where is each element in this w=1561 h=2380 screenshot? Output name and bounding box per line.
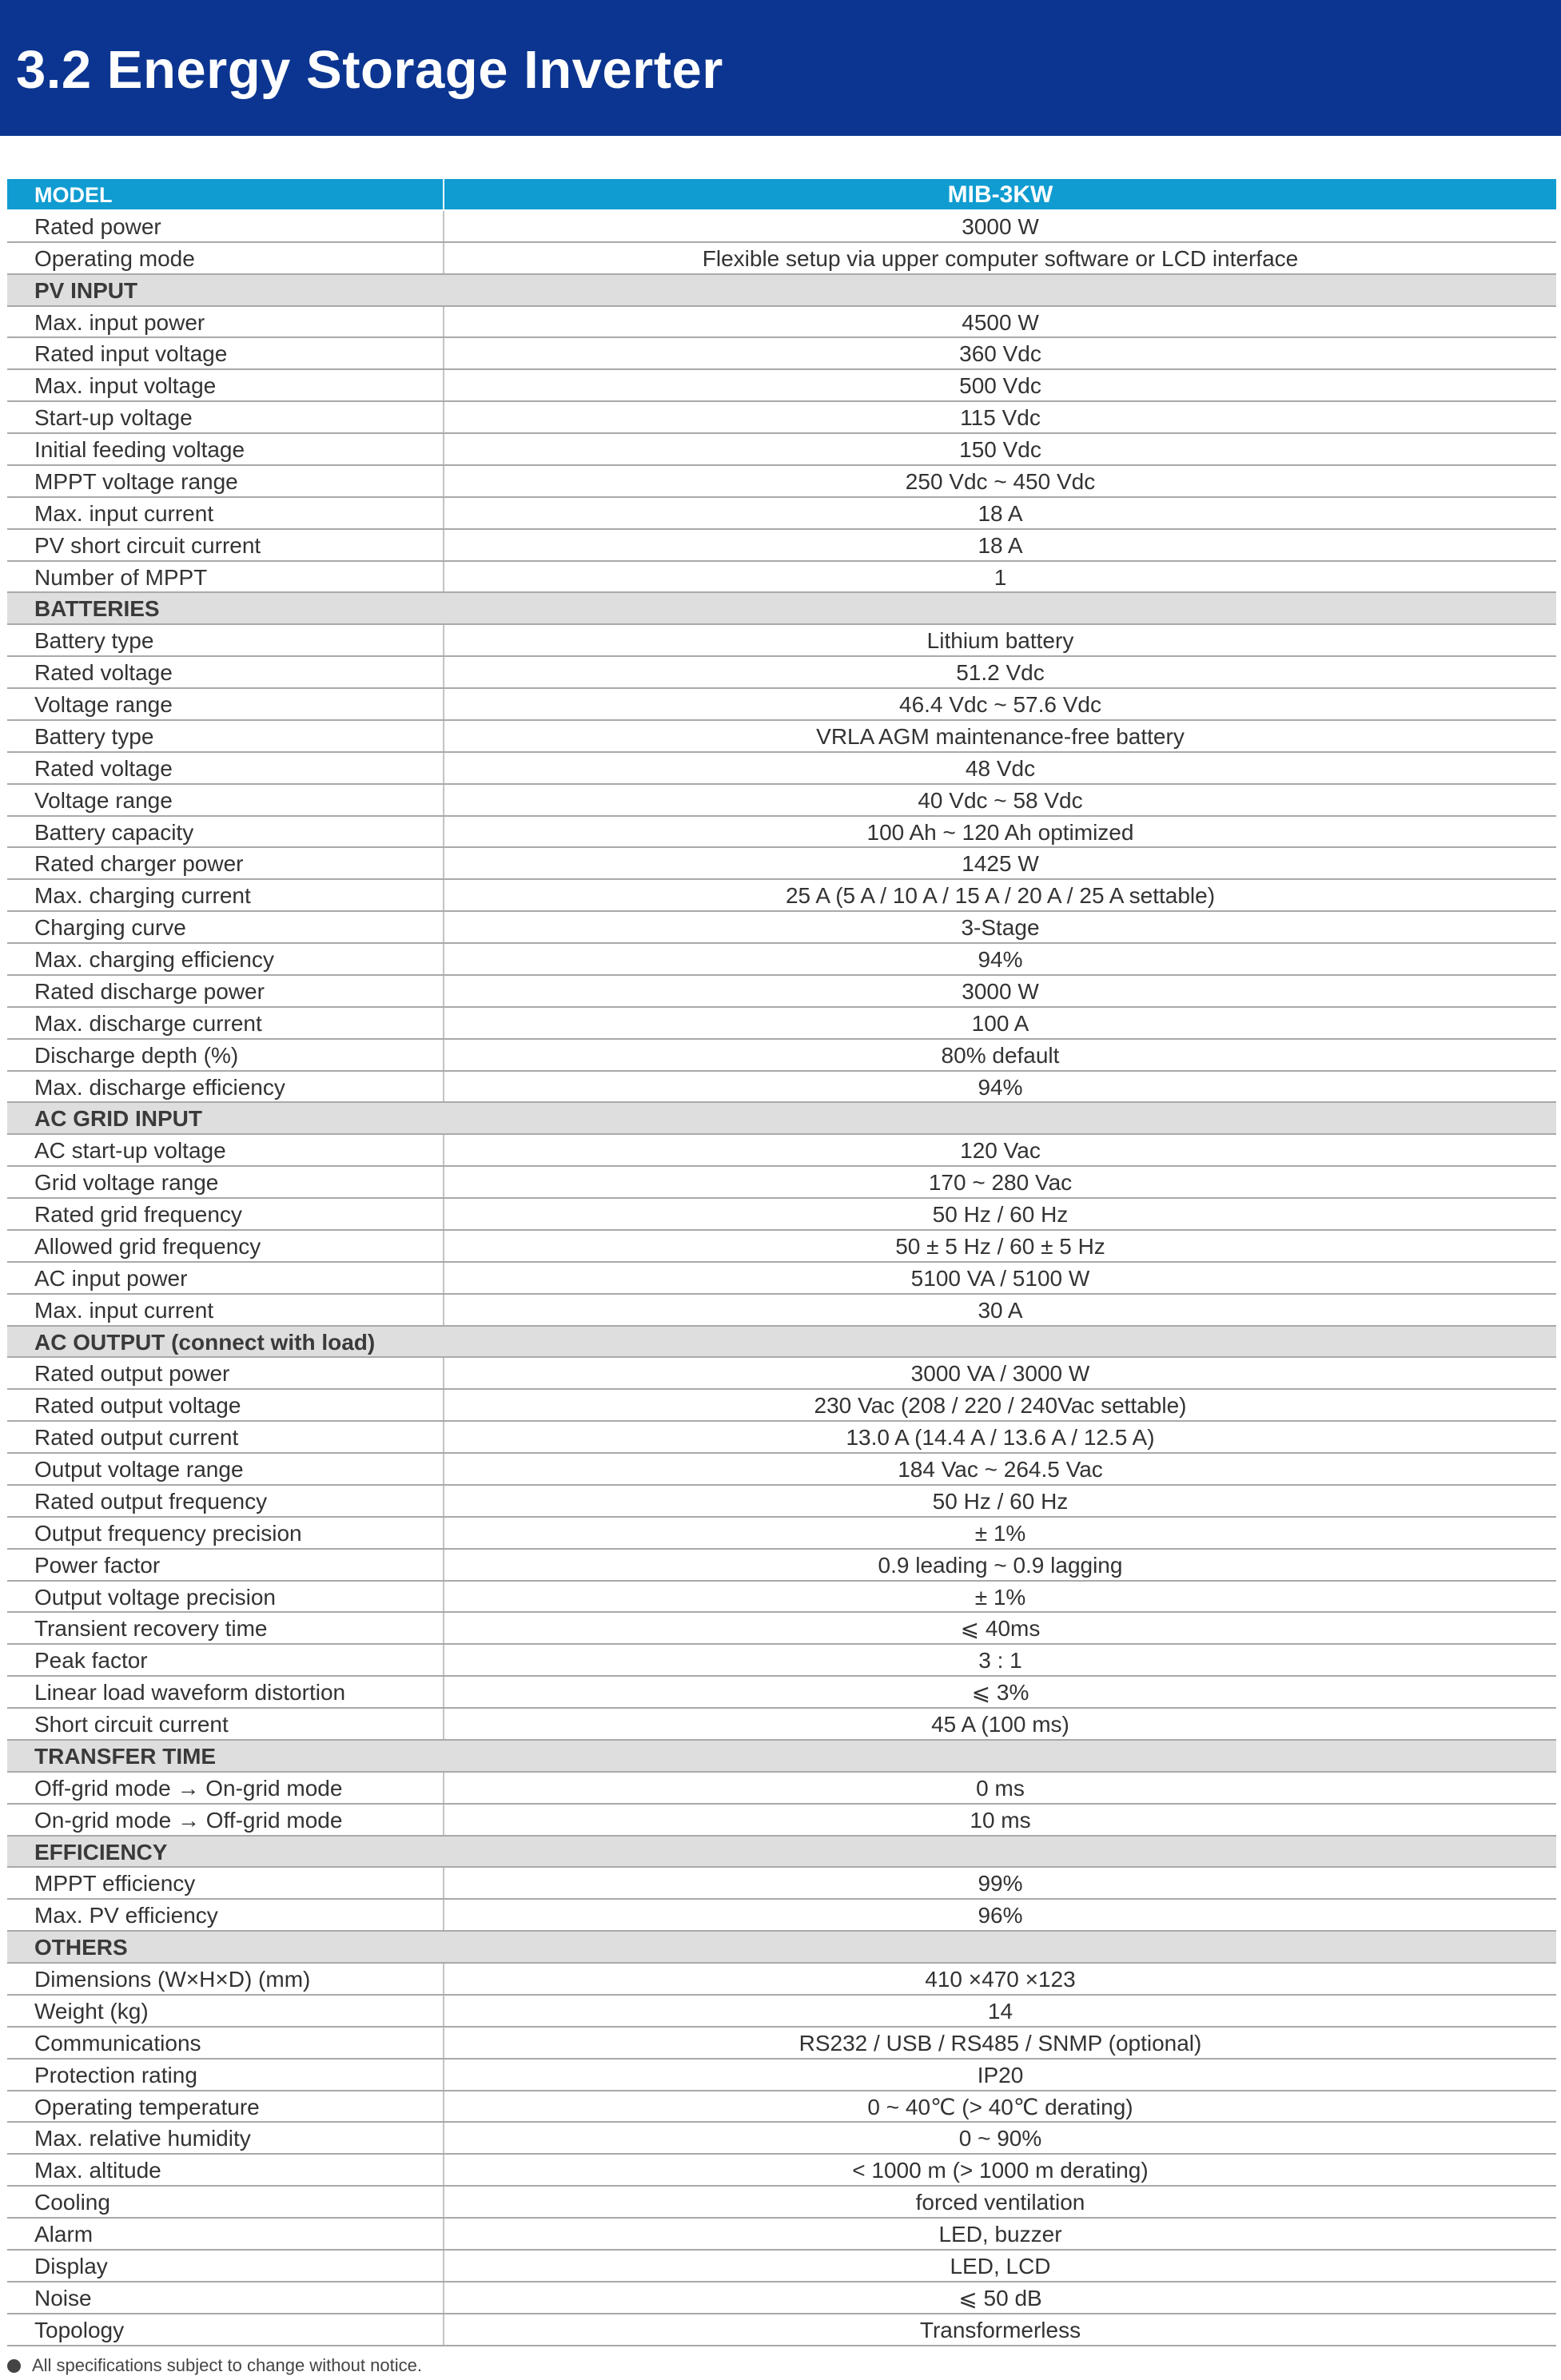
spec-label: Discharge depth (%) <box>7 1040 444 1070</box>
spec-label: Voltage range <box>7 785 444 815</box>
spec-label: MPPT efficiency <box>7 1868 444 1898</box>
spec-value: 3000 W <box>962 213 1039 239</box>
section-title: OTHERS <box>34 1935 128 1960</box>
spec-value: 40 Vdc ~ 58 Vdc <box>918 787 1083 813</box>
spec-label: Allowed grid frequency <box>7 1231 444 1261</box>
table-row <box>7 817 1556 849</box>
spec-label: MPPT voltage range <box>7 466 444 496</box>
spec-value: ⩽ 40ms <box>960 1616 1041 1642</box>
spec-label: Rated discharge power <box>7 976 444 1006</box>
section-header-row <box>7 1837 1556 1869</box>
table-row <box>7 976 1556 1008</box>
section-title: EFFICIENCY <box>34 1839 168 1865</box>
spec-value: ± 1% <box>974 1584 1026 1610</box>
spec-value: 500 Vdc <box>959 373 1041 399</box>
section-title: TRANSFER TIME <box>34 1743 217 1769</box>
spec-label: Transient recovery time <box>7 1613 444 1643</box>
table-row <box>7 689 1556 721</box>
spec-value: 50 Hz / 60 Hz <box>932 1202 1069 1227</box>
spec-value: VRLA AGM maintenance-free battery <box>816 723 1185 749</box>
spec-label: Rated output frequency <box>7 1486 444 1516</box>
spec-value: 50 Hz / 60 Hz <box>932 1488 1069 1514</box>
spec-label: Rated input voltage <box>7 338 444 368</box>
table-row <box>7 434 1556 466</box>
spec-value: 120 Vac <box>960 1138 1041 1164</box>
table-row <box>7 1900 1556 1932</box>
table-row <box>7 307 1556 339</box>
spec-label: Battery type <box>7 721 444 751</box>
spec-label: Off-grid mode → On-grid mode <box>7 1773 444 1803</box>
table-row <box>7 1964 1556 1996</box>
table-row <box>7 1040 1556 1072</box>
spec-label: AC input power <box>7 1263 444 1293</box>
spec-label: Voltage range <box>7 689 444 719</box>
table-row <box>7 466 1556 498</box>
spec-value: 80% default <box>941 1042 1060 1068</box>
table-row <box>7 1677 1556 1709</box>
spec-label: Max. charging current <box>7 880 444 910</box>
table-row <box>7 2123 1556 2155</box>
page-title: 3.2 Energy Storage Inverter <box>16 40 723 100</box>
table-row <box>7 657 1556 689</box>
spec-label: Max. input voltage <box>7 370 444 400</box>
table-row <box>7 880 1556 912</box>
spec-value: 94% <box>978 1074 1023 1100</box>
spec-label: Topology <box>7 2314 444 2345</box>
table-row <box>7 1008 1556 1040</box>
table-row <box>7 1773 1556 1805</box>
table-row <box>7 2028 1556 2060</box>
table-row <box>7 1613 1556 1645</box>
table-row <box>7 1231 1556 1263</box>
section-title: PV INPUT <box>34 277 138 303</box>
table-row <box>7 2187 1556 2219</box>
spec-label: Short circuit current <box>7 1709 444 1739</box>
spec-label: Dimensions (W×H×D) (mm) <box>7 1964 444 1994</box>
table-row <box>7 1518 1556 1550</box>
spec-value: Transformerless <box>919 2317 1081 2342</box>
spec-value: LED, buzzer <box>938 2222 1062 2247</box>
spec-label: Max. discharge current <box>7 1008 444 1038</box>
spec-value: 360 Vdc <box>959 341 1041 367</box>
spec-value: 48 Vdc <box>965 755 1036 781</box>
spec-value: 1 <box>994 564 1007 590</box>
spec-label: Noise <box>7 2282 444 2313</box>
table-row <box>7 338 1556 370</box>
spec-label: Protection rating <box>7 2060 444 2090</box>
spec-value: 18 A <box>978 532 1023 558</box>
spec-value: 99% <box>978 1871 1023 1896</box>
section-title: AC GRID INPUT <box>34 1106 202 1132</box>
spec-label: Max. altitude <box>7 2155 444 2185</box>
spec-value: 46.4 Vdc ~ 57.6 Vdc <box>899 692 1101 717</box>
table-row <box>7 1582 1556 1614</box>
table-row <box>7 1996 1556 2028</box>
table-row <box>7 1422 1556 1454</box>
spec-value: 150 Vdc <box>959 437 1041 462</box>
spec-value: 50 ± 5 Hz / 60 ± 5 Hz <box>895 1233 1105 1259</box>
spec-value: 0 ~ 40℃ (> 40℃ derating) <box>867 2094 1133 2119</box>
spec-label: Rated power <box>7 211 444 241</box>
spec-label: Display <box>7 2251 444 2281</box>
spec-label: Initial feeding voltage <box>7 434 444 464</box>
spec-value: IP20 <box>977 2062 1024 2087</box>
spec-value: 100 Ah ~ 120 Ah optimized <box>866 819 1134 845</box>
spec-label: Rated voltage <box>7 753 444 783</box>
table-row <box>7 402 1556 434</box>
spec-label: Max. input current <box>7 498 444 528</box>
table-row <box>7 944 1556 976</box>
bullet-icon <box>7 2359 21 2373</box>
spec-label: On-grid mode → Off-grid mode <box>7 1805 444 1835</box>
spec-value: 18 A <box>978 500 1023 526</box>
section-header-row <box>7 1741 1556 1773</box>
table-row <box>7 1263 1556 1295</box>
spec-value: 25 A (5 A / 10 A / 15 A / 20 A / 25 A settable) <box>785 883 1216 909</box>
table-row <box>7 1199 1556 1231</box>
spec-value: LED, LCD <box>950 2253 1051 2279</box>
spec-value: 230 Vac (208 / 220 / 240Vac settable) <box>814 1393 1187 1419</box>
table-row <box>7 211 1556 243</box>
spec-label: Max. relative humidity <box>7 2123 444 2153</box>
spec-value: 0 ms <box>976 1775 1025 1801</box>
spec-value: RS232 / USB / RS485 / SNMP (optional) <box>798 2030 1202 2056</box>
spec-label: Peak factor <box>7 1645 444 1675</box>
section-header-row <box>7 1932 1556 1964</box>
section-title: AC OUTPUT (connect with load) <box>34 1329 376 1355</box>
spec-label: Linear load waveform distortion <box>7 1677 444 1707</box>
spec-label: Rated output current <box>7 1422 444 1452</box>
spec-value: 14 <box>987 1998 1013 2024</box>
table-row <box>7 1135 1556 1167</box>
table-row <box>7 562 1556 594</box>
spec-value: 96% <box>978 1903 1023 1928</box>
spec-value: < 1000 m (> 1000 m derating) <box>852 2158 1149 2183</box>
spec-label: Battery capacity <box>7 817 444 847</box>
spec-value: 30 A <box>978 1297 1023 1323</box>
spec-value: forced ventilation <box>915 2190 1085 2215</box>
table-row <box>7 1072 1556 1104</box>
table-row <box>7 848 1556 880</box>
spec-label: Rated voltage <box>7 657 444 687</box>
table-row <box>7 2282 1556 2314</box>
table-row <box>7 530 1556 562</box>
spec-value: 4500 W <box>962 309 1039 335</box>
table-row <box>7 1868 1556 1900</box>
title-banner <box>0 0 1561 136</box>
spec-table <box>7 179 1556 2346</box>
spec-value: 3 : 1 <box>978 1648 1022 1674</box>
spec-label: Max. discharge efficiency <box>7 1072 444 1102</box>
section-title: BATTERIES <box>34 596 160 622</box>
spec-value: 0.9 leading ~ 0.9 lagging <box>878 1552 1123 1578</box>
table-row <box>7 2219 1556 2251</box>
spec-label: Power factor <box>7 1550 444 1580</box>
spec-value: 184 Vac ~ 264.5 Vac <box>898 1457 1103 1482</box>
table-row <box>7 1550 1556 1582</box>
table-row <box>7 721 1556 753</box>
spec-value: 0 ~ 90% <box>958 2126 1042 2151</box>
spec-value: 45 A (100 ms) <box>931 1712 1069 1737</box>
spec-value: 100 A <box>971 1010 1029 1036</box>
section-header-row <box>7 1103 1556 1135</box>
spec-value: 410 ×470 ×123 <box>925 1967 1076 1992</box>
spec-label: Output voltage range <box>7 1454 444 1484</box>
table-row <box>7 2251 1556 2282</box>
spec-label: Rated output voltage <box>7 1390 444 1420</box>
table-header-row <box>7 179 1556 211</box>
spec-label: Max. PV efficiency <box>7 1900 444 1930</box>
table-row <box>7 2091 1556 2123</box>
table-row <box>7 1709 1556 1741</box>
spec-label: Grid voltage range <box>7 1167 444 1197</box>
spec-label: Rated charger power <box>7 848 444 878</box>
spec-value: ⩽ 3% <box>971 1680 1029 1705</box>
spec-label: Max. input power <box>7 307 444 337</box>
spec-value: 250 Vdc ~ 450 Vdc <box>905 468 1096 494</box>
table-row <box>7 498 1556 530</box>
spec-label: Max. charging efficiency <box>7 944 444 974</box>
spec-label: Rated grid frequency <box>7 1199 444 1229</box>
header-model-value: MIB-3KW <box>947 181 1053 208</box>
table-row <box>7 1390 1556 1422</box>
spec-value: 3000 VA / 3000 W <box>910 1361 1090 1387</box>
spec-label: Max. input current <box>7 1295 444 1325</box>
spec-value: 13.0 A (14.4 A / 13.6 A / 12.5 A) <box>846 1425 1155 1451</box>
table-row <box>7 753 1556 785</box>
table-row <box>7 2314 1556 2346</box>
table-row <box>7 243 1556 275</box>
table-row <box>7 1645 1556 1677</box>
spec-label: Cooling <box>7 2187 444 2217</box>
spec-value: 115 Vdc <box>960 405 1041 431</box>
spec-label: Output frequency precision <box>7 1518 444 1548</box>
footnote-text: All specifications subject to change without notice. <box>32 2355 422 2375</box>
table-row <box>7 1167 1556 1199</box>
spec-value: 10 ms <box>970 1807 1031 1833</box>
spec-value: 170 ~ 280 Vac <box>928 1170 1073 1196</box>
table-row <box>7 1805 1556 1837</box>
spec-value: ⩽ 50 dB <box>958 2285 1042 2310</box>
spec-label: AC start-up voltage <box>7 1135 444 1165</box>
spec-label: Charging curve <box>7 912 444 942</box>
spec-label: PV short circuit current <box>7 530 444 560</box>
spec-value: Flexible setup via upper computer software or LCD interface <box>702 245 1299 271</box>
table-row <box>7 1295 1556 1327</box>
spec-value: ± 1% <box>974 1520 1026 1546</box>
spec-label: Rated output power <box>7 1358 444 1388</box>
header-model-label: MODEL <box>7 179 444 209</box>
spec-value: 5100 VA / 5100 W <box>910 1265 1090 1291</box>
spec-label: Communications <box>7 2028 444 2058</box>
spec-value: 3000 W <box>962 978 1039 1004</box>
spec-value: 51.2 Vdc <box>956 660 1045 686</box>
spec-label: Number of MPPT <box>7 562 444 592</box>
table-row <box>7 912 1556 944</box>
spec-value: 1425 W <box>962 851 1039 877</box>
section-header-row <box>7 1327 1556 1359</box>
table-row <box>7 370 1556 402</box>
section-header-row <box>7 275 1556 307</box>
table-row <box>7 1454 1556 1486</box>
spec-label: Battery type <box>7 625 444 655</box>
table-row <box>7 2155 1556 2187</box>
spec-value: 3-Stage <box>961 915 1040 941</box>
spec-label: Weight (kg) <box>7 1996 444 2026</box>
table-row <box>7 1358 1556 1390</box>
table-row <box>7 2060 1556 2091</box>
table-row <box>7 1486 1556 1518</box>
spec-value: Lithium battery <box>926 628 1074 654</box>
footnote <box>7 2354 422 2377</box>
spec-label: Output voltage precision <box>7 1582 444 1612</box>
table-row <box>7 625 1556 657</box>
spec-label: Operating temperature <box>7 2091 444 2122</box>
spec-label: Operating mode <box>7 243 444 273</box>
table-row <box>7 785 1556 817</box>
spec-label: Start-up voltage <box>7 402 444 432</box>
spec-value: 94% <box>978 947 1023 972</box>
section-header-row <box>7 593 1556 625</box>
spec-label: Alarm <box>7 2219 444 2249</box>
